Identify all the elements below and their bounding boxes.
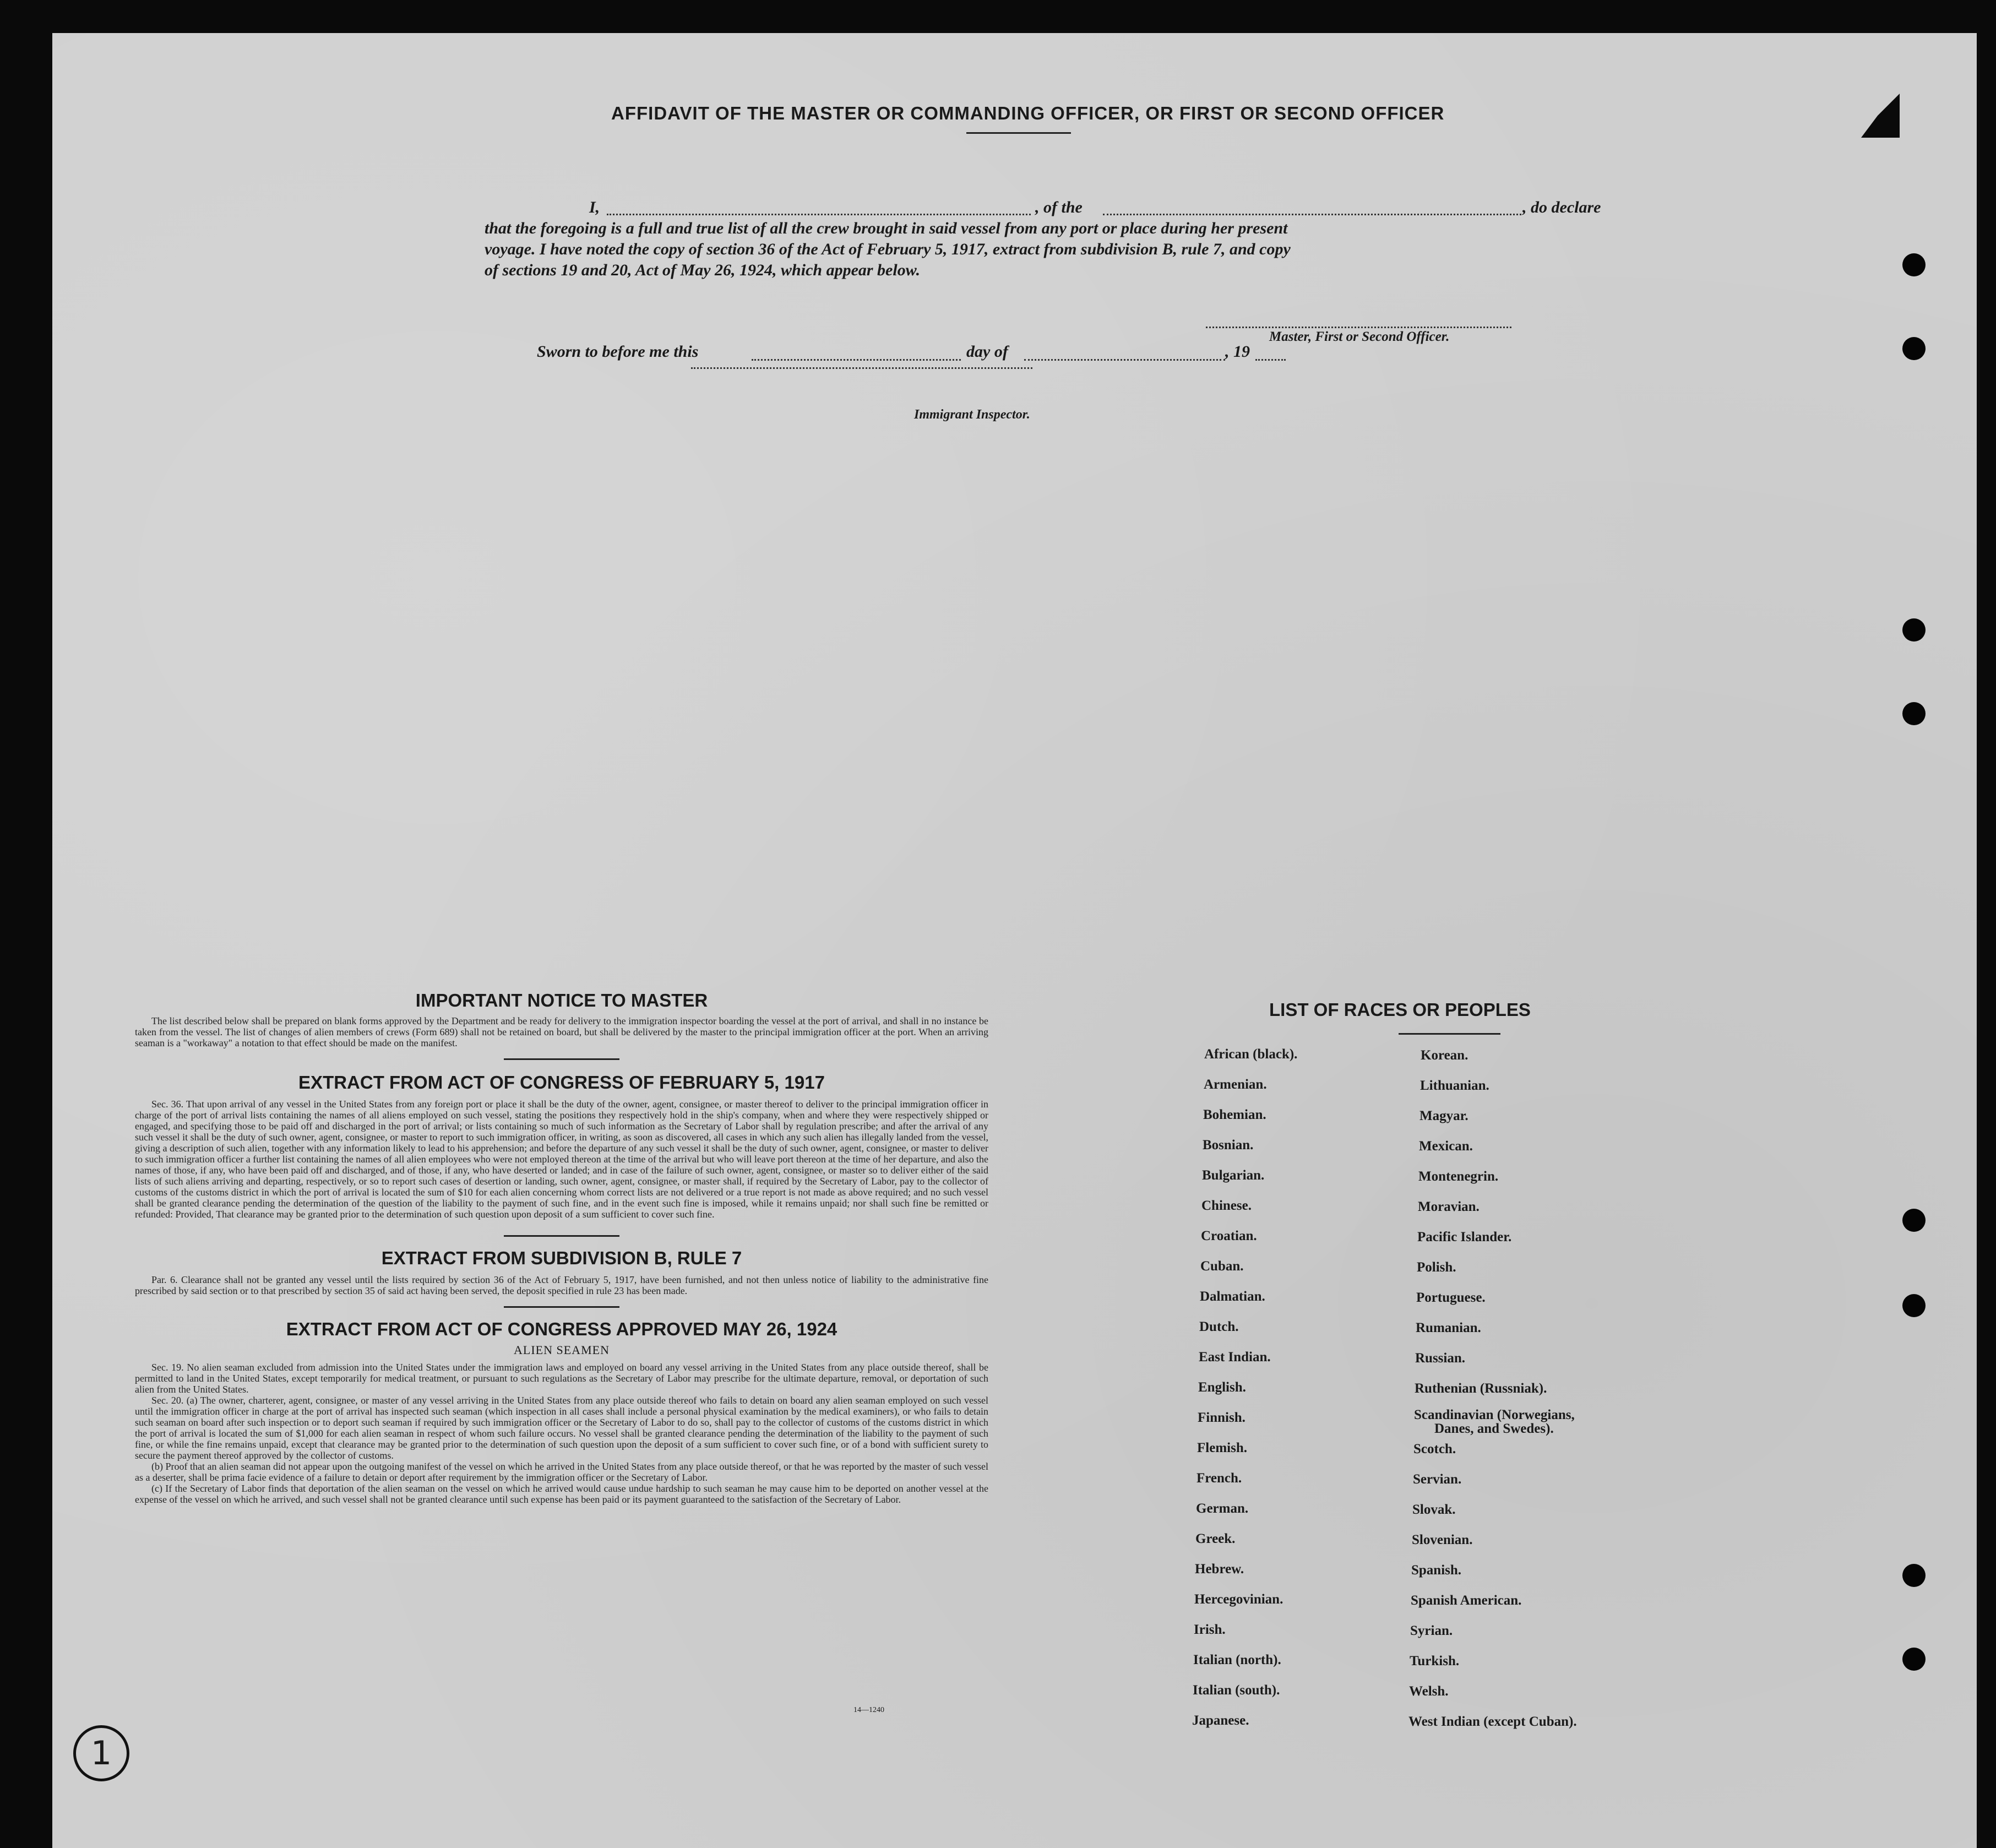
alien-seamen-subheading: ALIEN SEAMEN — [514, 1343, 610, 1357]
declaration-line-4: of sections 19 and 20, Act of May 26, 1924, which appear below. — [485, 261, 921, 279]
sworn-prefix: Sworn to before me this — [537, 343, 699, 361]
race-item: Cuban. — [1200, 1259, 1244, 1274]
document-page: AFFIDAVIT OF THE MASTER OR COMMANDING OFFICER, OR FIRST OR SECOND OFFICER I, , of the , do declare that the foregoing is a full and true list of all the crew brought in said vessel from any port or place during her present voyage. I have noted the copy of section 36 of the Act of February 5, 1917, extract from subdivision B, rule 7, and copy of sections 19 and 20, Act of May 26, 1924, which appear below. Master, First or Second Officer. Sworn to before me this day of , 19 Immigrant Inspector. IMPORTANT NOTICE TO MASTER The list described below shall be prepared on blank forms approved by the Department and be ready for delivery to the immigration inspector boarding the vessel at the port of arrival, and shall in no instance be taken from the vessel. The list of changes of alien members of crews (Form 689) shall not be retained on board, but shall be delivered by the master to the principal immigration officer at the port. When an arriving seaman is a "workaway" a notation to that effect should be made on the manifest. EXTRACT FROM ACT OF CONGRESS OF FEBRUARY 5, 1917 Sec. 36. That upon arrival of any vessel in the United States from any foreign port or place it shall be the duty of the owner, agent, consignee, or master thereof to deliver to the principal immigration officer in charge of the port of arrival lists containing the names of all aliens employed on such vessel, stating the positions they respectively hold in the ship's company, when and where they were respectively shipped or engaged, and specifying those to be paid off and discharged in the port of arrival; or lists containing so much of such information as the Secretary of Labor shall by regulation prescribe; and after the arrival of any such vessel it shall be the duty of such owner, agent, consignee, or master to report to such immigration officer, in writing, as soon as discovered, all cases in which any such alien has illegally landed from the vessel, giving a description of such alien, together with any information likely to lead to his apprehension; and before the departure of any such vessel it shall be the duty of such owner, agent, consignee, or master to deliver to such immigration officer a further list containing the names of all alien employees who were not employed thereon at the time of the arrival but who will leave port thereon at the time of her departure, and also the names of those, if any, who have been paid off and discharged, and of those, if any, who have deserted or landed; and in case of the failure of such owner, agent, consignee, or master so to deliver either of the said lists of such aliens arriving and departing, respectively, or so to report such cases of desertion or landing, such owner, agent, consignee, or master shall, if required by the Secretary of Labor, pay to the collector of customs of the customs district in which the port of arrival is located the sum of $10 for each alien concerning whom correct lists are not delivered or a true report is not made as above required; and no such vessel shall be granted clearance pending the determination of the question of the liability to the payment of such fine, and in the event such fine is imposed, while it remains unpaid; nor shall such fine be remitted or refunded: Provided, That clearance may be granted prior to the determination of such question upon deposit of a sum sufficient to cover such fine. EXTRACT FROM SUBDIVISION B, RULE 7 Par. 6. Clearance shall not be granted any vessel until the lists required by section 36 of the Act of February 5, 1917, have been furnished, and not then unless notice of liability to the administrative fine prescribed by said section or to that prescribed by section 35 of said act having been served, the deposit specified in rule 23 has been made. EXTRACT FROM ACT OF CONGRESS APPROVED MAY 26, 1924 ALIEN SEAMEN Sec. 19. No alien seaman excluded from admission into the United States under the immigration laws and employed on board any vessel arriving in the United States from any place outside thereof, shall be permitted to land in the United States, except temporarily for medical treatment, or pursuant to such regulations as the Secretary of Labor may prescribe for the ultimate departure, removal, or deportation of such alien from the United States. Sec. 20. (a) The owner, charterer, agent, consignee, or master of any vessel arriving in the United States from any place outside thereof who fails to detain on board any alien seaman employed on such vessel until the immigration officer in charge at the port of arrival has inspected such seaman (which inspection in all cases shall include a personal physical examination by the medical examiners), or who fails to detain such seaman on board after such inspection or to deport such seaman if required by such immigration officer or the Secretary of Labor to do so, shall pay to the collector of customs of the customs district in which the port of arrival is located the sum of $1,000 for each alien seaman in respect of whom such failure occurs. No vessel shall be granted clearance pending the determination of the liability to the payment of such fine, or while the fine remains unpaid, except that clearance may be granted prior to the determination of such question upon the deposit of a sum sufficient to cover such fine, or of a bond with sufficient surety to secure the payment thereof approved by the collector of customs. (b) Proof that an alien seaman did not appear upon the outgoing manifest of the vessel on which he arrived in the United States from any place outside thereof, or that he was reported by the master of such vessel as a deserter, shall be prima facie evidence of a failure to detain or deport after requirement by the immigration officer or the Secretary of Labor. (c) If the Secretary of Labor finds that deportation of the alien seaman on the vessel on which he arrived would cause undue hardship to such seaman he may cause him to be deported on another vessel at the expense of the vessel on which he arrived, and such vessel shall not be granted clearance until such expense has been paid or its payment guaranteed to the satisfaction of the Secretary of Labor. 14—1240 LIST OF RACES OR PEOPLES African (black). Armenian. Bohemian. Bosnian. Bulgarian. Chinese. Croatian. Cuban. Dalmatian. Dutch. East Indian. English. Finnish. Flemish. French. German. Greek. Hebrew. Hercegovinian. Irish. Italian (north). Italian (south). Japanese. Korean. Lithuanian. Magyar. Mexican. Montenegrin. Moravian. Pacific Islander. Polish. Portuguese. Rumanian. Russian. Ruthenian (Russniak). Scandinavian (Norwegians, Danes, and Swedes). Scotch. Servian. Slovak. Slovenian. Spanish. Spanish American. Syrian. Turkish. Welsh. West Indian (except Cuban). 1 — [52, 33, 1977, 1848]
inspector-label: Immigrant Inspector. — [914, 407, 1030, 422]
rule-7-text: Par. 6. Clearance shall not be granted any vessel until the lists required by section 36 of the Act of February 5, 1917, have been furnished, and not then unless notice of liability to the administrative fine prescribed by said section or to that prescribed by section 35 of said act having been served, the deposit specified in rule 23 has been made. — [135, 1274, 988, 1296]
race-item: Turkish. — [1410, 1654, 1460, 1668]
race-item: African (black). — [1204, 1047, 1298, 1062]
race-item: Slovenian. — [1412, 1532, 1473, 1547]
punch-hole — [1902, 1564, 1926, 1587]
race-item: Italian (north). — [1193, 1653, 1281, 1667]
race-item: Scandinavian (Norwegians, — [1414, 1407, 1575, 1422]
race-item: Spanish. — [1411, 1563, 1462, 1578]
race-item: Dutch. — [1199, 1319, 1239, 1334]
race-item: Flemish. — [1197, 1441, 1247, 1455]
race-item: Montenegrin. — [1418, 1169, 1499, 1184]
sworn-year: , 19 — [1225, 343, 1250, 361]
race-item: Syrian. — [1410, 1623, 1453, 1638]
notice-divider — [504, 1058, 619, 1060]
torn-corner — [1861, 94, 1900, 138]
race-item: Dalmatian. — [1200, 1289, 1265, 1304]
master-label: Master, First or Second Officer. — [1269, 329, 1450, 344]
race-item: Ruthenian (Russniak). — [1415, 1381, 1547, 1396]
race-item: Bosnian. — [1203, 1138, 1254, 1153]
race-item: Pacific Islander. — [1417, 1230, 1512, 1244]
race-item: Croatian. — [1201, 1229, 1257, 1243]
punch-hole — [1902, 1648, 1926, 1671]
rule-7-divider — [504, 1306, 619, 1308]
title-divider — [966, 132, 1071, 134]
affidavit-title: AFFIDAVIT OF THE MASTER OR COMMANDING OFFICER, OR FIRST OR SECOND OFFICER — [611, 103, 1445, 123]
sec-19-text: Sec. 19. No alien seaman excluded from admission into the United States under the immigration laws and employed on board any vessel arriving in the United States from any place outside thereof, shall be permitted to land in the United States, except temporarily for medical treatment, or pursuant to such regulations as the Secretary of Labor may prescribe for the ultimate departure, removal, or deportation of such alien from the United States. — [135, 1362, 988, 1395]
form-number: 14—1240 — [853, 1706, 884, 1714]
race-item: Finnish. — [1198, 1410, 1246, 1425]
race-item: Mexican. — [1419, 1139, 1473, 1154]
race-item: Magyar. — [1420, 1108, 1469, 1123]
race-item: Irish. — [1194, 1622, 1226, 1637]
sec-20b-text: (b) Proof that an alien seaman did not appear upon the outgoing manifest of the vessel on which he arrived in the United States from any place outside thereof, or that he was reported by the master of such vessel as a deserter, shall be prima facie evidence of a failure to detain or deport after requirement by the immigration officer or the Secretary of Labor. — [135, 1461, 988, 1483]
race-item: Moravian. — [1418, 1199, 1480, 1214]
race-item: Servian. — [1413, 1472, 1462, 1487]
extract-1917-divider — [504, 1235, 619, 1237]
race-item: German. — [1196, 1501, 1249, 1516]
sworn-day-of: day of — [966, 343, 1008, 361]
master-signature-line — [1206, 327, 1511, 328]
important-notice-section — [135, 990, 988, 1505]
race-item: Chinese. — [1201, 1198, 1252, 1213]
punch-hole — [1902, 618, 1926, 642]
extract-1917-heading: EXTRACT FROM ACT OF CONGRESS OF FEBRUARY 5, 1917 — [298, 1072, 825, 1093]
extract-1924-heading: EXTRACT FROM ACT OF CONGRESS APPROVED MAY 26, 1924 — [286, 1319, 837, 1339]
race-item: Spanish American. — [1411, 1593, 1522, 1608]
race-item: Lithuanian. — [1420, 1078, 1489, 1093]
notice-heading: IMPORTANT NOTICE TO MASTER — [415, 990, 708, 1010]
race-item: Korean. — [1421, 1048, 1469, 1063]
race-item: French. — [1196, 1471, 1242, 1486]
race-item: Scotch. — [1413, 1442, 1456, 1456]
race-item: Hercegovinian. — [1194, 1592, 1283, 1607]
race-item: Bulgarian. — [1202, 1168, 1265, 1183]
sec-20a-text: Sec. 20. (a) The owner, charterer, agent, consignee, or master of any vessel arriving in the United States from any place outside thereof who fails to detain on board any alien seaman employed on such vessel until the immigration officer in charge at the port of arrival has inspected such seaman (which inspection in all cases shall include a personal physical examination by the medical examiners), or who fails to detain such seaman on board after such inspection or to deport such seaman if required by such immigration officer or the Secretary of Labor to do so, shall pay to the collector of customs of the customs district in which the port of arrival is located the sum of $1,000 for each alien seaman in respect of whom such failure occurs. No vessel shall be granted clearance pending the determination of the liability to the payment of such fine, or while the fine remains unpaid, except that clearance may be granted prior to the determination of such question upon the deposit of a sum sufficient to cover such fine, or of a bond with sufficient surety to secure the payment thereof approved by the collector of customs. — [135, 1395, 988, 1461]
race-item: West Indian (except Cuban). — [1408, 1714, 1577, 1729]
inspector-signature-line — [691, 367, 1032, 369]
sec-20c-text: (c) If the Secretary of Labor finds that deportation of the alien seaman on the vessel on which he arrived would cause undue hardship to such seaman he may cause him to be deported on another vessel at the expense of the vessel on which he arrived, and such vessel shall not be granted clearance until such expense has been paid or its payment guaranteed to the satisfaction of the Secretary of Labor. — [135, 1483, 988, 1505]
declaration-line-2: that the foregoing is a full and true list of all the crew brought in said vessel from any port or place during her present — [485, 219, 1288, 237]
race-item: Greek. — [1195, 1531, 1236, 1546]
race-item: Bohemian. — [1203, 1107, 1266, 1122]
punch-hole — [1902, 337, 1926, 360]
notice-text: The list described below shall be prepared on blank forms approved by the Department and be ready for delivery to the immigration inspector boarding the vessel at the port of arrival, and shall in no instance be taken from the vessel. The list of changes of alien members of crews (Form 689) shall not be retained on board, but shall be delivered by the master to the principal immigration officer at the port. When an arriving seaman is a "workaway" a notation to that effect should be made on the manifest. — [135, 1015, 988, 1048]
races-heading: LIST OF RACES OR PEOPLES — [1269, 999, 1531, 1020]
race-item: Russian. — [1415, 1351, 1466, 1366]
race-item: English. — [1198, 1380, 1246, 1395]
race-item: Slovak. — [1412, 1502, 1456, 1517]
race-item: Welsh. — [1409, 1684, 1449, 1699]
race-item: Polish. — [1417, 1260, 1456, 1275]
race-item: Japanese. — [1192, 1713, 1249, 1728]
race-item: Hebrew. — [1195, 1562, 1244, 1577]
race-item: Italian (south). — [1193, 1683, 1280, 1698]
page-number-circle: 1 — [73, 1725, 129, 1781]
declaration-line-3: voyage. I have noted the copy of section 36 of the Act of February 5, 1917, extract from subdivision B, rule 7, and copy — [485, 240, 1291, 258]
punch-hole — [1902, 253, 1926, 276]
race-item-continuation: Danes, and Swedes). — [1434, 1421, 1554, 1436]
extract-1917-text: Sec. 36. That upon arrival of any vessel in the United States from any foreign port or place it shall be the duty of the owner, agent, consignee, or master thereof to deliver to the principal immigration officer in charge of the port of arrival lists containing the names of all aliens employed on such vessel, stating the positions they respectively hold in the ship's company, when and where they were respectively shipped or engaged, and specifying those to be paid off and discharged in the port of arrival; or lists containing so much of such information as the Secretary of Labor shall by regulation prescribe; and after the arrival of any such vessel it shall be the duty of such owner, agent, consignee, or master to report to such immigration officer, in writing, as soon as discovered, all cases in which any such alien has illegally landed from the vessel, giving a description of such alien, together with any information likely to lead to his apprehension; and before the departure of any such vessel it shall be the duty of such owner, agent, consignee, or master to deliver to such immigration officer a further list containing the names of all alien employees who were not employed thereon at the time of the arrival but who will leave port thereon at the time of her departure, and also the names of those, if any, who have been paid off and discharged, and of those, if any, who have deserted or landed; and in case of the failure of such owner, agent, consignee, or master so to deliver either of the said lists of such aliens arriving and departing, respectively, or so to report such cases of desertion or landing, such owner, agent, consignee, or master shall, if required by the Secretary of Labor, pay to the collector of customs of the customs district in which the port of arrival is located the sum of $10 for each alien concerning whom correct lists are not delivered or a true report is not made as above required; and no such vessel shall be granted clearance pending the determination of the question of the liability to the payment of such fine, and in the event such fine is imposed, while it remains unpaid; nor shall such fine be remitted or refunded: Provided, That clearance may be granted prior to the determination of such question upon deposit of a sum sufficient to cover such fine. — [135, 1099, 988, 1220]
race-item: Rumanian. — [1416, 1320, 1481, 1335]
punch-hole — [1902, 1294, 1926, 1317]
races-divider — [1399, 1033, 1500, 1035]
race-item: Armenian. — [1204, 1077, 1267, 1092]
race-item: East Indian. — [1199, 1350, 1271, 1365]
rule-7-heading: EXTRACT FROM SUBDIVISION B, RULE 7 — [381, 1248, 742, 1268]
punch-hole — [1902, 702, 1926, 725]
punch-hole — [1902, 1209, 1926, 1232]
race-item: Portuguese. — [1416, 1290, 1486, 1305]
